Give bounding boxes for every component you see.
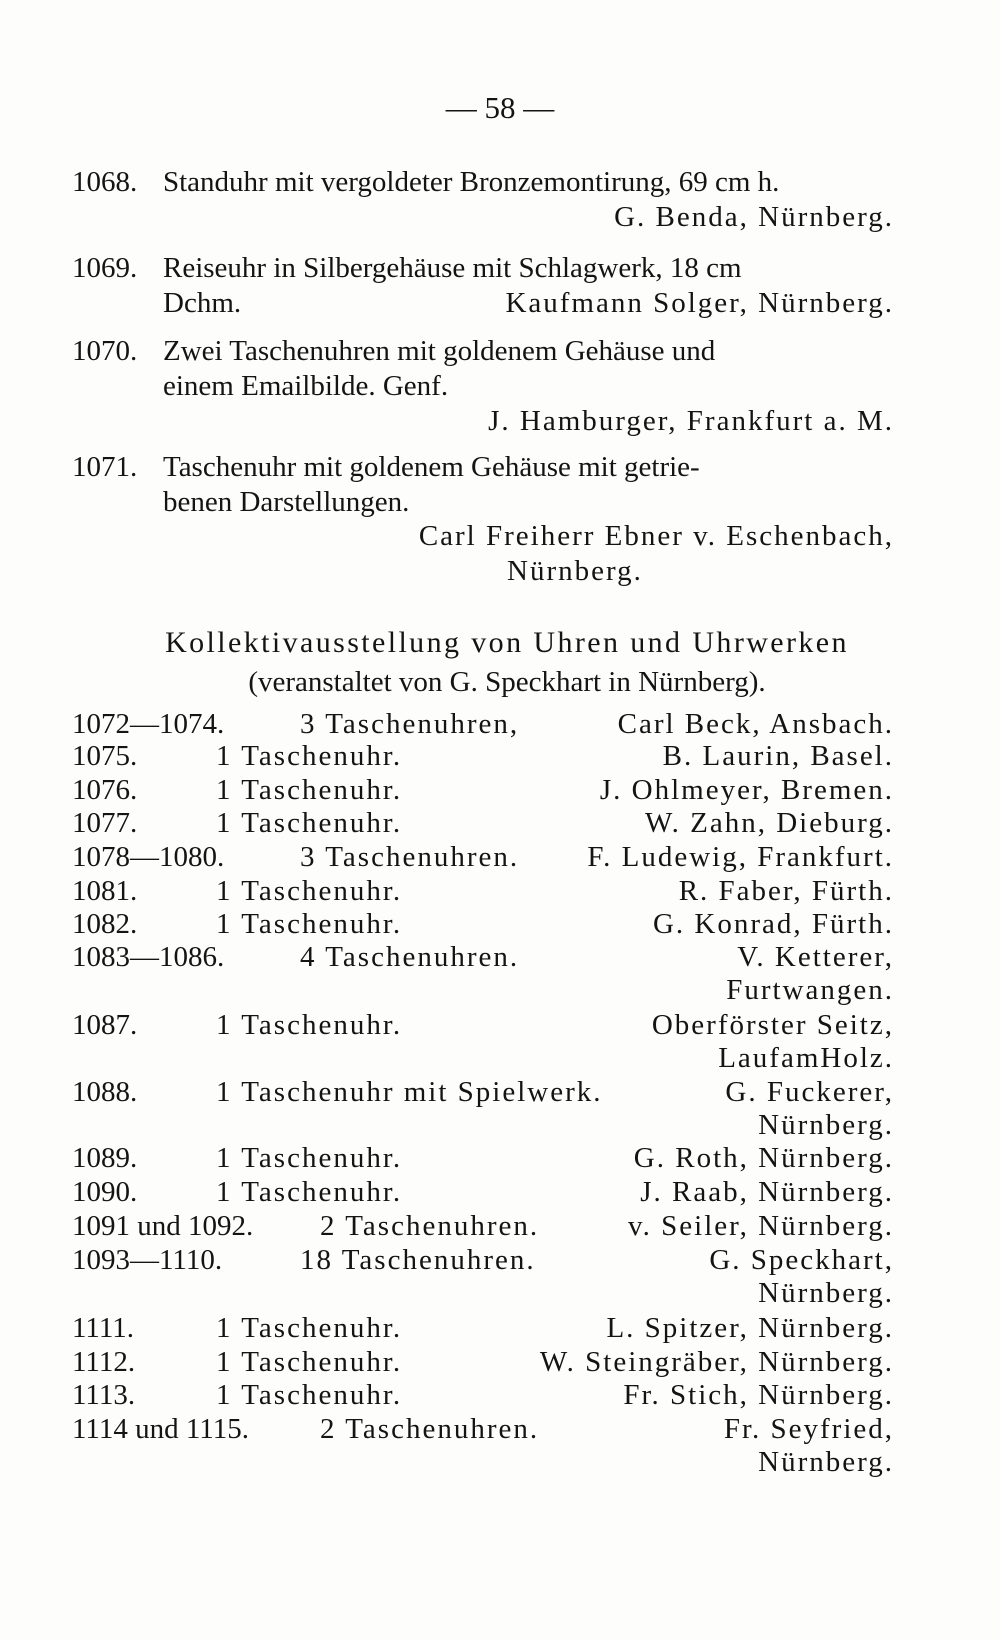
entry-description: 1 Taschenuhr. <box>216 908 403 940</box>
entry-number: 1076. <box>72 774 138 806</box>
entry-description: 1 Taschenuhr. <box>216 774 403 806</box>
entry-owner-continued: Nürnberg. <box>758 1277 894 1309</box>
entry-owner: W. Zahn, Dieburg. <box>644 807 894 839</box>
entry-description: 1 Taschenuhr. <box>216 1176 403 1208</box>
section-heading <box>92 628 922 697</box>
entry-owner: L. Spitzer, Nürnberg. <box>606 1312 894 1344</box>
entry-number: 1113. <box>72 1379 136 1411</box>
entry-owner: J. Ohlmeyer, Bremen. <box>599 774 894 806</box>
entry-description: 1 Taschenuhr. <box>216 1379 403 1411</box>
entry-description: Reiseuhr in Silbergehäuse mit Schlagwerk, 18 cm <box>163 252 742 284</box>
section-heading-subtitle: (veranstaltet von G. Speckhart in Nürnberg). <box>248 666 766 698</box>
entry-owner-continued: Nürnberg. <box>507 555 643 587</box>
entry-owner: J. Hamburger, Frankfurt a. M. <box>488 405 894 437</box>
entry-owner: Fr. Seyfried, <box>723 1413 894 1445</box>
entry-description: 18 Taschenuhren. <box>300 1244 536 1276</box>
entry-number: 1081. <box>72 875 138 907</box>
entry-owner: Carl Beck, Ansbach. <box>617 708 894 740</box>
entry-owner-continued: Furtwangen. <box>726 974 894 1006</box>
entry-number: 1068. <box>72 166 138 198</box>
entry-number: 1093—1110. <box>72 1244 223 1276</box>
entry-number: 1114 und 1115. <box>72 1413 249 1445</box>
entry-number: 1111. <box>72 1312 135 1344</box>
entry-owner: G. Roth, Nürnberg. <box>633 1142 894 1174</box>
entry-owner-continued: LaufamHolz. <box>718 1042 894 1074</box>
entry-owner: B. Laurin, Basel. <box>662 740 894 772</box>
entry-number: 1082. <box>72 908 138 940</box>
entry-owner: V. Ketterer, <box>737 941 894 973</box>
page-number: — 58 — <box>445 90 555 125</box>
entry-number: 1075. <box>72 740 138 772</box>
entry-description: 1 Taschenuhr. <box>216 875 403 907</box>
entry-owner: Fr. Stich, Nürnberg. <box>623 1379 894 1411</box>
entry-description: 3 Taschenuhren, <box>300 708 520 740</box>
entry-number: 1070. <box>72 335 138 367</box>
entry-description: 1 Taschenuhr. <box>216 807 403 839</box>
entry-description: 2 Taschenuhren. <box>320 1413 540 1445</box>
entry-owner: G. Fuckerer, <box>725 1076 894 1108</box>
entry-description: 1 Taschenuhr. <box>216 1346 403 1378</box>
entry-description: Taschenuhr mit goldenem Gehäuse mit getrie- <box>163 451 700 483</box>
entry-owner-continued: Nürnberg. <box>758 1109 894 1141</box>
entry-owner: R. Faber, Fürth. <box>678 875 894 907</box>
entry-owner: G. Konrad, Fürth. <box>652 908 894 940</box>
entry-number: 1078—1080. <box>72 841 225 873</box>
entry-owner: F. Ludewig, Frankfurt. <box>587 841 894 873</box>
entry-number: 1069. <box>72 252 138 284</box>
entry-number: 1083—1086. <box>72 941 225 973</box>
entry-number: 1072—1074. <box>72 708 225 740</box>
entry-description-continued: Dchm. <box>163 287 242 319</box>
entry-number: 1087. <box>72 1009 138 1041</box>
entry-owner-continued: Nürnberg. <box>758 1446 894 1478</box>
entry-owner: W. Steingräber, Nürnberg. <box>539 1346 894 1378</box>
entry-description: 1 Taschenuhr. <box>216 1312 403 1344</box>
entry-number: 1089. <box>72 1142 138 1174</box>
entry-description: 3 Taschenuhren. <box>300 841 520 873</box>
entry-owner: Carl Freiherr Ebner v. Eschenbach, <box>418 520 894 552</box>
entry-owner: Kaufmann Solger, Nürnberg. <box>505 287 894 319</box>
entry-number: 1077. <box>72 807 138 839</box>
entry-owner: v. Seiler, Nürnberg. <box>628 1210 894 1242</box>
entry-description: 1 Taschenuhr. <box>216 740 403 772</box>
entry-owner: G. Speckhart, <box>709 1244 894 1276</box>
entry-owner: J. Raab, Nürnberg. <box>640 1176 894 1208</box>
entry-description: 2 Taschenuhren. <box>320 1210 540 1242</box>
entry-description: 4 Taschenuhren. <box>300 941 520 973</box>
entry-description: Standuhr mit vergoldeter Bronzemontirung, 69 cm h. <box>163 166 780 198</box>
entry-description: 1 Taschenuhr mit Spielwerk. <box>216 1076 603 1108</box>
entry-number: 1090. <box>72 1176 138 1208</box>
entry-number: 1091 und 1092. <box>72 1210 254 1242</box>
entry-owner: Oberförster Seitz, <box>651 1009 894 1041</box>
entry-description-continued: benen Darstellungen. <box>163 486 410 518</box>
entry-number: 1088. <box>72 1076 138 1108</box>
entry-description-continued: einem Emailbilde. Genf. <box>163 370 449 402</box>
entry-description: 1 Taschenuhr. <box>216 1142 403 1174</box>
entry-description: 1 Taschenuhr. <box>216 1009 403 1041</box>
entry-number: 1112. <box>72 1346 136 1378</box>
section-heading-title: Kollektivausstellung von Uhren und Uhrwerken <box>165 626 849 659</box>
entry-owner: G. Benda, Nürnberg. <box>614 201 894 233</box>
entry-description: Zwei Taschenuhren mit goldenem Gehäuse und <box>163 335 716 367</box>
entry-number: 1071. <box>72 451 138 483</box>
